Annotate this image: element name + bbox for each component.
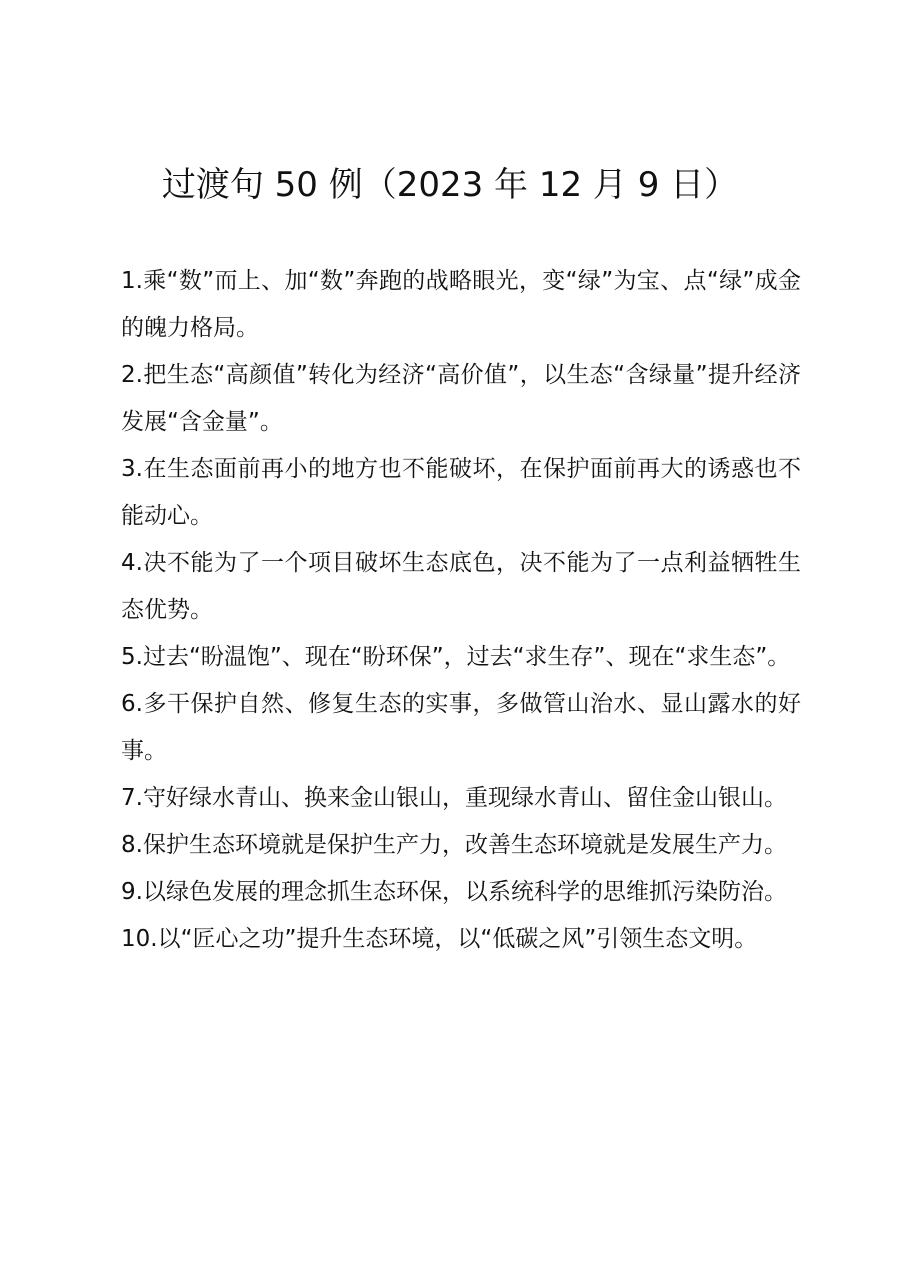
- list-item: 8.保护生态环境就是保护生产力，改善生态环境就是发展生产力。: [121, 832, 787, 858]
- list-item: 9.以绿色发展的理念抓生态环保，以系统科学的思维抓污染防治。: [121, 879, 787, 905]
- list-item: 3.在生态面前再小的地方也不能破坏，在保护面前再大的诱惑也不能动心。: [121, 456, 801, 529]
- list-item: 1.乘“数”而上、加“数”奔跑的战略眼光，变“绿”为宝、点“绿”成金的魄力格局。: [121, 268, 801, 341]
- document-title: 过渡句 50 例（2023 年 12 月 9 日）: [161, 165, 739, 205]
- list-item: 2.把生态“高颜值”转化为经济“高价值”，以生态“含绿量”提升经济发展“含金量”。: [121, 362, 801, 435]
- sentence-list: [121, 258, 801, 963]
- list-item: 5.过去“盼温饱”、现在“盼环保”，过去“求生存”、现在“求生态”。: [121, 644, 791, 670]
- list-item: 6.多干保护自然、修复生态的实事，多做管山治水、显山露水的好事。: [121, 691, 801, 764]
- list-item: 4.决不能为了一个项目破坏生态底色，决不能为了一点利益牺牲生态优势。: [121, 550, 801, 623]
- list-item: 7.守好绿水青山、换来金山银山，重现绿水青山、留住金山银山。: [121, 785, 787, 811]
- list-item: 10.以“匠心之功”提升生态环境，以“低碳之风”引领生态文明。: [121, 926, 758, 952]
